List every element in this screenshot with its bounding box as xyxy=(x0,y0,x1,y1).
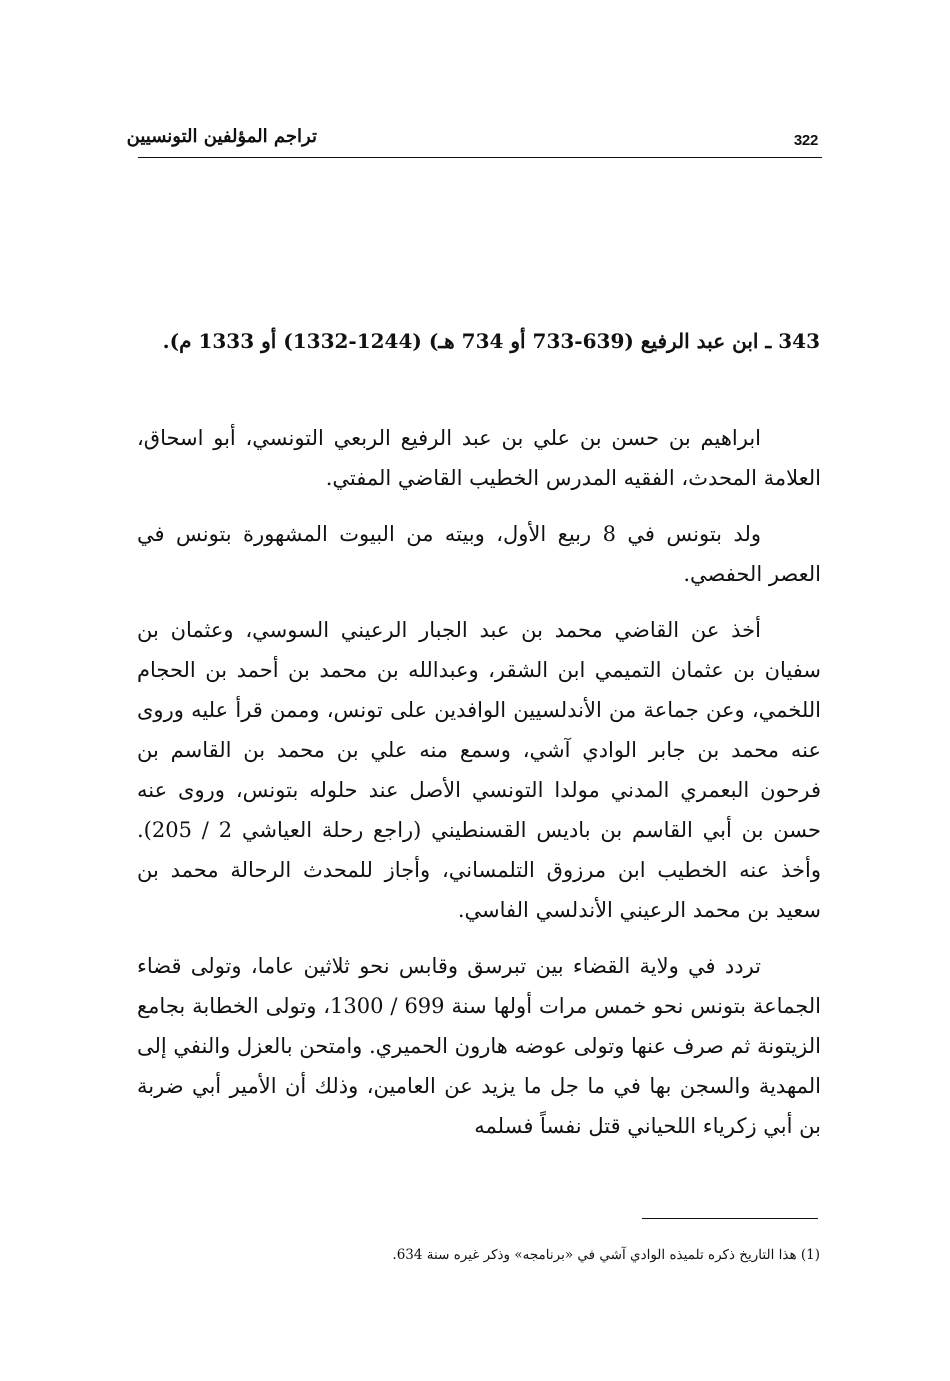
running-title: تراجم المؤلفين التونسيين xyxy=(126,126,317,147)
paragraph-1: ابراهيم بن حسن بن علي بن عبد الرفيع الربعي التونسي، أبو اسحاق، العلامة المحدث، الفقيه المدرس الخطيب القاضي المفتي. xyxy=(137,426,821,490)
paragraph-4: تردد في ولاية القضاء بين تبرسق وقابس نحو ثلاثين عاما، وتولى قضاء الجماعة بتونس نحو خمس مرات أولها سنة 699 / 1300، وتولى الخطابة بجامع الزيتونة ثم صرف عنها وتولى عوضه هارون الحميري. وامتحن بالعزل والنفي إلى المهدية والسجن بها في ما جل ما يزيد عن العامين، وذلك أن الأمير أبي ضربة بن أبي زكرياء اللحياني قتل نفساً فسلمه xyxy=(137,954,822,1138)
header-rule xyxy=(138,157,822,158)
entry-title: 343 ـ ابن عبد الرفيع (639-733 أو 734 هـ) (1244-1332) أو 1333 م). xyxy=(162,328,820,353)
footnote: (1) هذا التاريخ ذكره تلميذه الوادي آشي في «برنامجه» وذكر غيره سنة 634. xyxy=(392,1246,820,1263)
body-text xyxy=(137,418,821,1162)
page-number: 322 xyxy=(793,132,818,149)
page-header xyxy=(126,124,822,158)
paragraph-3: أخذ عن القاضي محمد بن عبد الجبار الرعيني السوسي، وعثمان بن سفيان بن عثمان التميمي ابن الشقر، وعبدالله بن محمد بن أحمد بن الحجام اللخمي، وعن جماعة من الأندلسيين الوافدين على تونس، وممن قرأ عليه وروى عنه محمد بن جابر الوادي آشي، وسمع منه علي بن محمد بن القاسم بن فرحون البعمري المدني مولدا التونسي الأصل عند حلوله بتونس، وروى عنه حسن بن أبي القاسم بن باديس القسنطيني (راجع رحلة العياشي 2 / 205). وأخذ عنه الخطيب ابن مرزوق التلمساني، وأجاز للمحدث الرحالة محمد بن سعيد بن محمد الرعيني الأندلسي الفاسي. xyxy=(137,618,821,922)
footnote-rule xyxy=(642,1218,818,1219)
paragraph-2: ولد بتونس في 8 ربيع الأول، وبيته من البيوت المشهورة بتونس في العصر الحفصي. xyxy=(137,522,821,586)
